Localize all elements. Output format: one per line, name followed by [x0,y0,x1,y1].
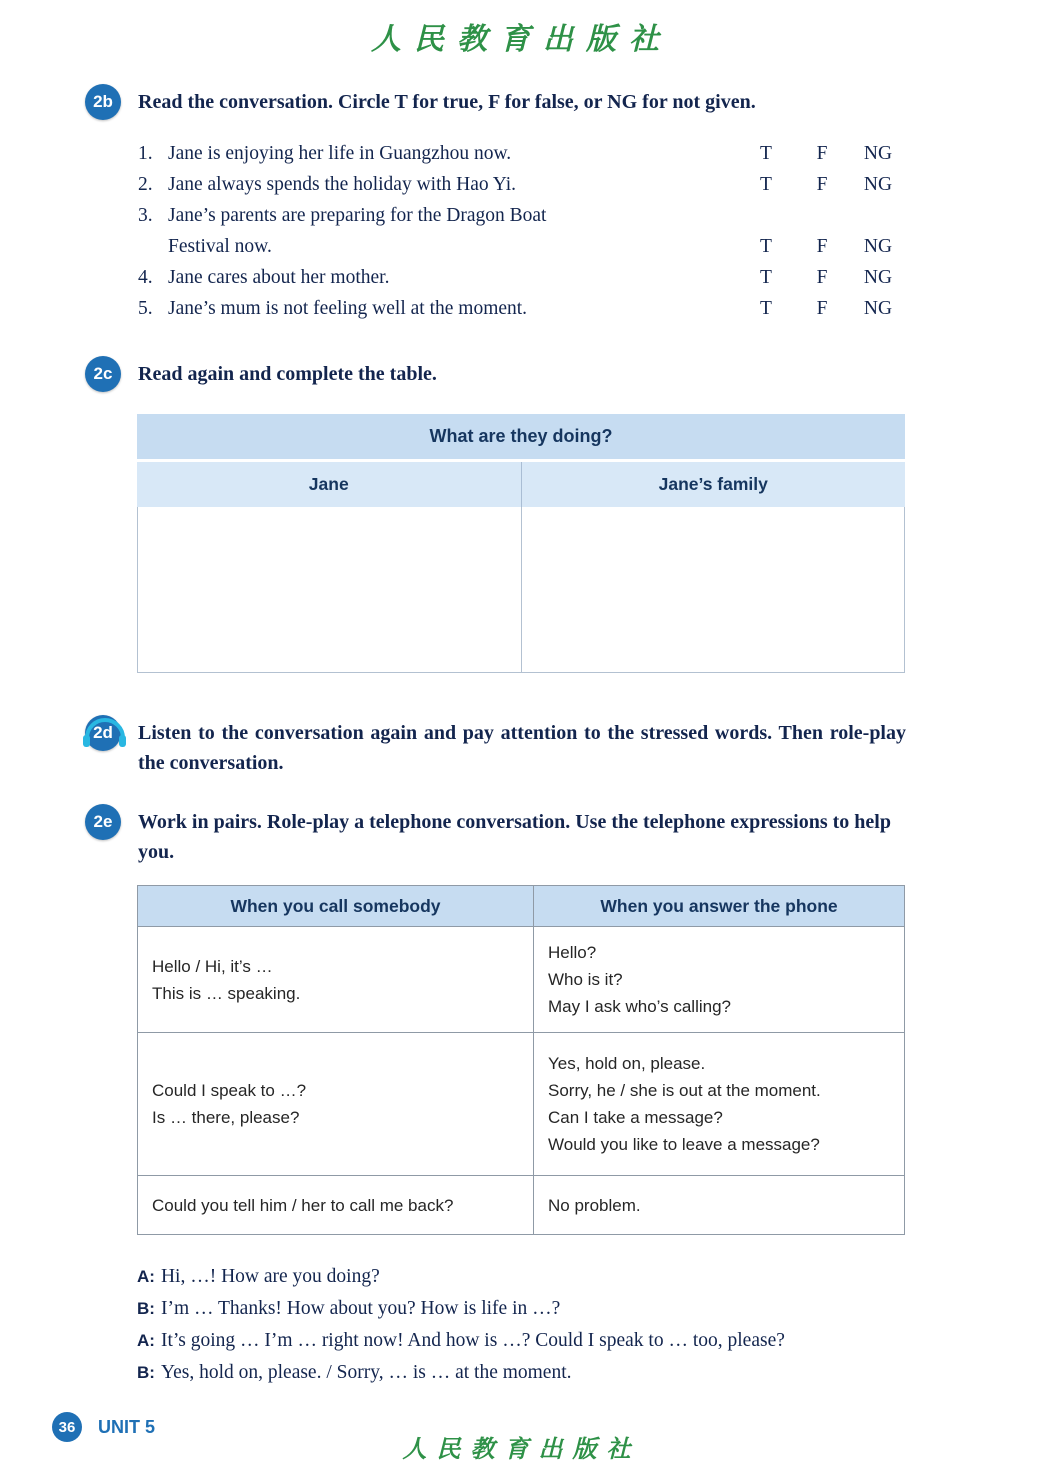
question-row [138,138,906,169]
question-text: Jane’s mum is not feeling well at the moment. [168,298,528,319]
option-not-given[interactable]: NG [863,236,893,257]
publisher-logo: 人民教育出版社 [371,22,672,57]
question-text: Jane always spends the holiday with Hao Yi. [168,174,517,195]
question-row [138,293,906,324]
dialogue-text: Hi, …! How are you doing? [160,1266,380,1287]
answer-cell-janes-family[interactable] [522,507,905,672]
dialogue-text: Yes, hold on, please. / Sorry, … is … at the moment. [160,1362,572,1383]
question-options [738,169,906,200]
speaker-label: A: [137,1331,155,1350]
section-2b-instruction: Read the conversation. Circle T for true, F for false, or NG for not given. [138,91,756,113]
section-2d-badge-col [85,715,138,751]
dialogue-line [137,1293,937,1325]
speaker-label: A: [137,1267,155,1286]
section-2d [85,715,993,778]
dialogue-text: I’m … Thanks! How about you? How is life in …? [160,1298,561,1319]
section-2b [85,84,993,120]
question-number: 1. [138,143,153,164]
question-options [738,262,906,293]
option-true[interactable]: T [760,143,772,164]
question-options [738,138,906,169]
call-cell: Could you tell him / her to call me back? [138,1176,534,1234]
telephone-expressions-table [137,885,905,1235]
question-text: Jane is enjoying her life in Guangzhou now. [168,143,512,164]
column-header-janes-family: Jane’s family [522,462,906,507]
option-true[interactable]: T [760,267,772,288]
question-number: 4. [138,267,153,288]
speaker-label: B: [137,1363,155,1382]
answer-cell-jane[interactable] [138,507,522,672]
table-subheader-row [137,462,905,507]
table-what-are-they-doing [137,414,905,673]
option-not-given[interactable]: NG [863,267,893,288]
question-row [138,169,906,200]
answer-cell: Hello? Who is it? May I ask who’s calling? [548,943,731,1016]
section-2b-badge: 2b [85,84,121,120]
publisher-logo-bottom: 人民教育出版社 [402,1435,641,1463]
answer-cell: Yes, hold on, please. Sorry, he / she is out at the moment. Can I take a message? Would you like to leave a message? [548,1054,821,1154]
section-2c-badge-col [85,356,138,392]
table-title: What are they doing? [137,414,905,459]
dialogue-line [137,1325,937,1357]
dialogue-text: It’s going … I’m … right now! And how is …? Could I speak to … too, please? [160,1330,785,1351]
dialogue-line [137,1357,937,1389]
call-cell: Hello / Hi, it’s … This is … speaking. [138,927,534,1032]
answer-cell: No problem. [548,1195,641,1215]
section-2b-badge-col [85,84,138,120]
speaker-label: B: [137,1299,155,1318]
option-not-given[interactable]: NG [863,174,893,195]
option-false[interactable]: F [816,143,828,164]
option-true[interactable]: T [760,298,772,319]
question-number: 3. [138,205,153,226]
page-number-badge: 36 [52,1412,82,1442]
section-2e [85,804,993,867]
question-number: 2. [138,174,153,195]
option-not-given[interactable]: NG [863,298,893,319]
true-false-list [138,138,906,324]
section-2e-badge-col [85,804,138,840]
question-text: Jane’s parents are preparing for the Dragon Boat Festival now. [168,205,547,257]
section-2e-badge: 2e [85,804,121,840]
section-2c-instruction: Read again and complete the table. [138,363,437,385]
section-2d-instruction: Listen to the conversation again and pay attention to the stressed words. Then role-play the conversation. [138,722,906,774]
table-row [138,1175,904,1234]
option-false[interactable]: F [816,236,828,257]
section-2d-badge: 2d [85,715,121,751]
question-options [738,293,906,324]
call-cell: Could I speak to …? Is … there, please? [138,1033,534,1175]
table-row [138,926,904,1032]
option-true[interactable]: T [760,236,772,257]
option-false[interactable]: F [816,298,828,319]
dialogue-line [137,1261,937,1293]
question-options [738,231,906,262]
option-false[interactable]: F [816,267,828,288]
section-2e-instruction: Work in pairs. Role-play a telephone conversation. Use the telephone expressions to help you. [138,811,891,863]
unit-label: UNIT 5 [98,1416,156,1437]
question-number: 5. [138,298,153,319]
question-text: Jane cares about her mother. [168,267,390,288]
column-header-answer: When you answer the phone [534,886,904,926]
section-2c-badge: 2c [85,356,121,392]
option-false[interactable]: F [816,174,828,195]
table-header-row [138,886,904,926]
table-row [138,1032,904,1175]
table-answer-row [137,507,905,673]
question-row [138,262,906,293]
section-2c [85,356,993,392]
option-not-given[interactable]: NG [863,143,893,164]
column-header-jane: Jane [137,462,522,507]
option-true[interactable]: T [760,174,772,195]
column-header-call: When you call somebody [138,886,534,926]
question-row [138,200,906,262]
dialogue-model [137,1261,937,1389]
